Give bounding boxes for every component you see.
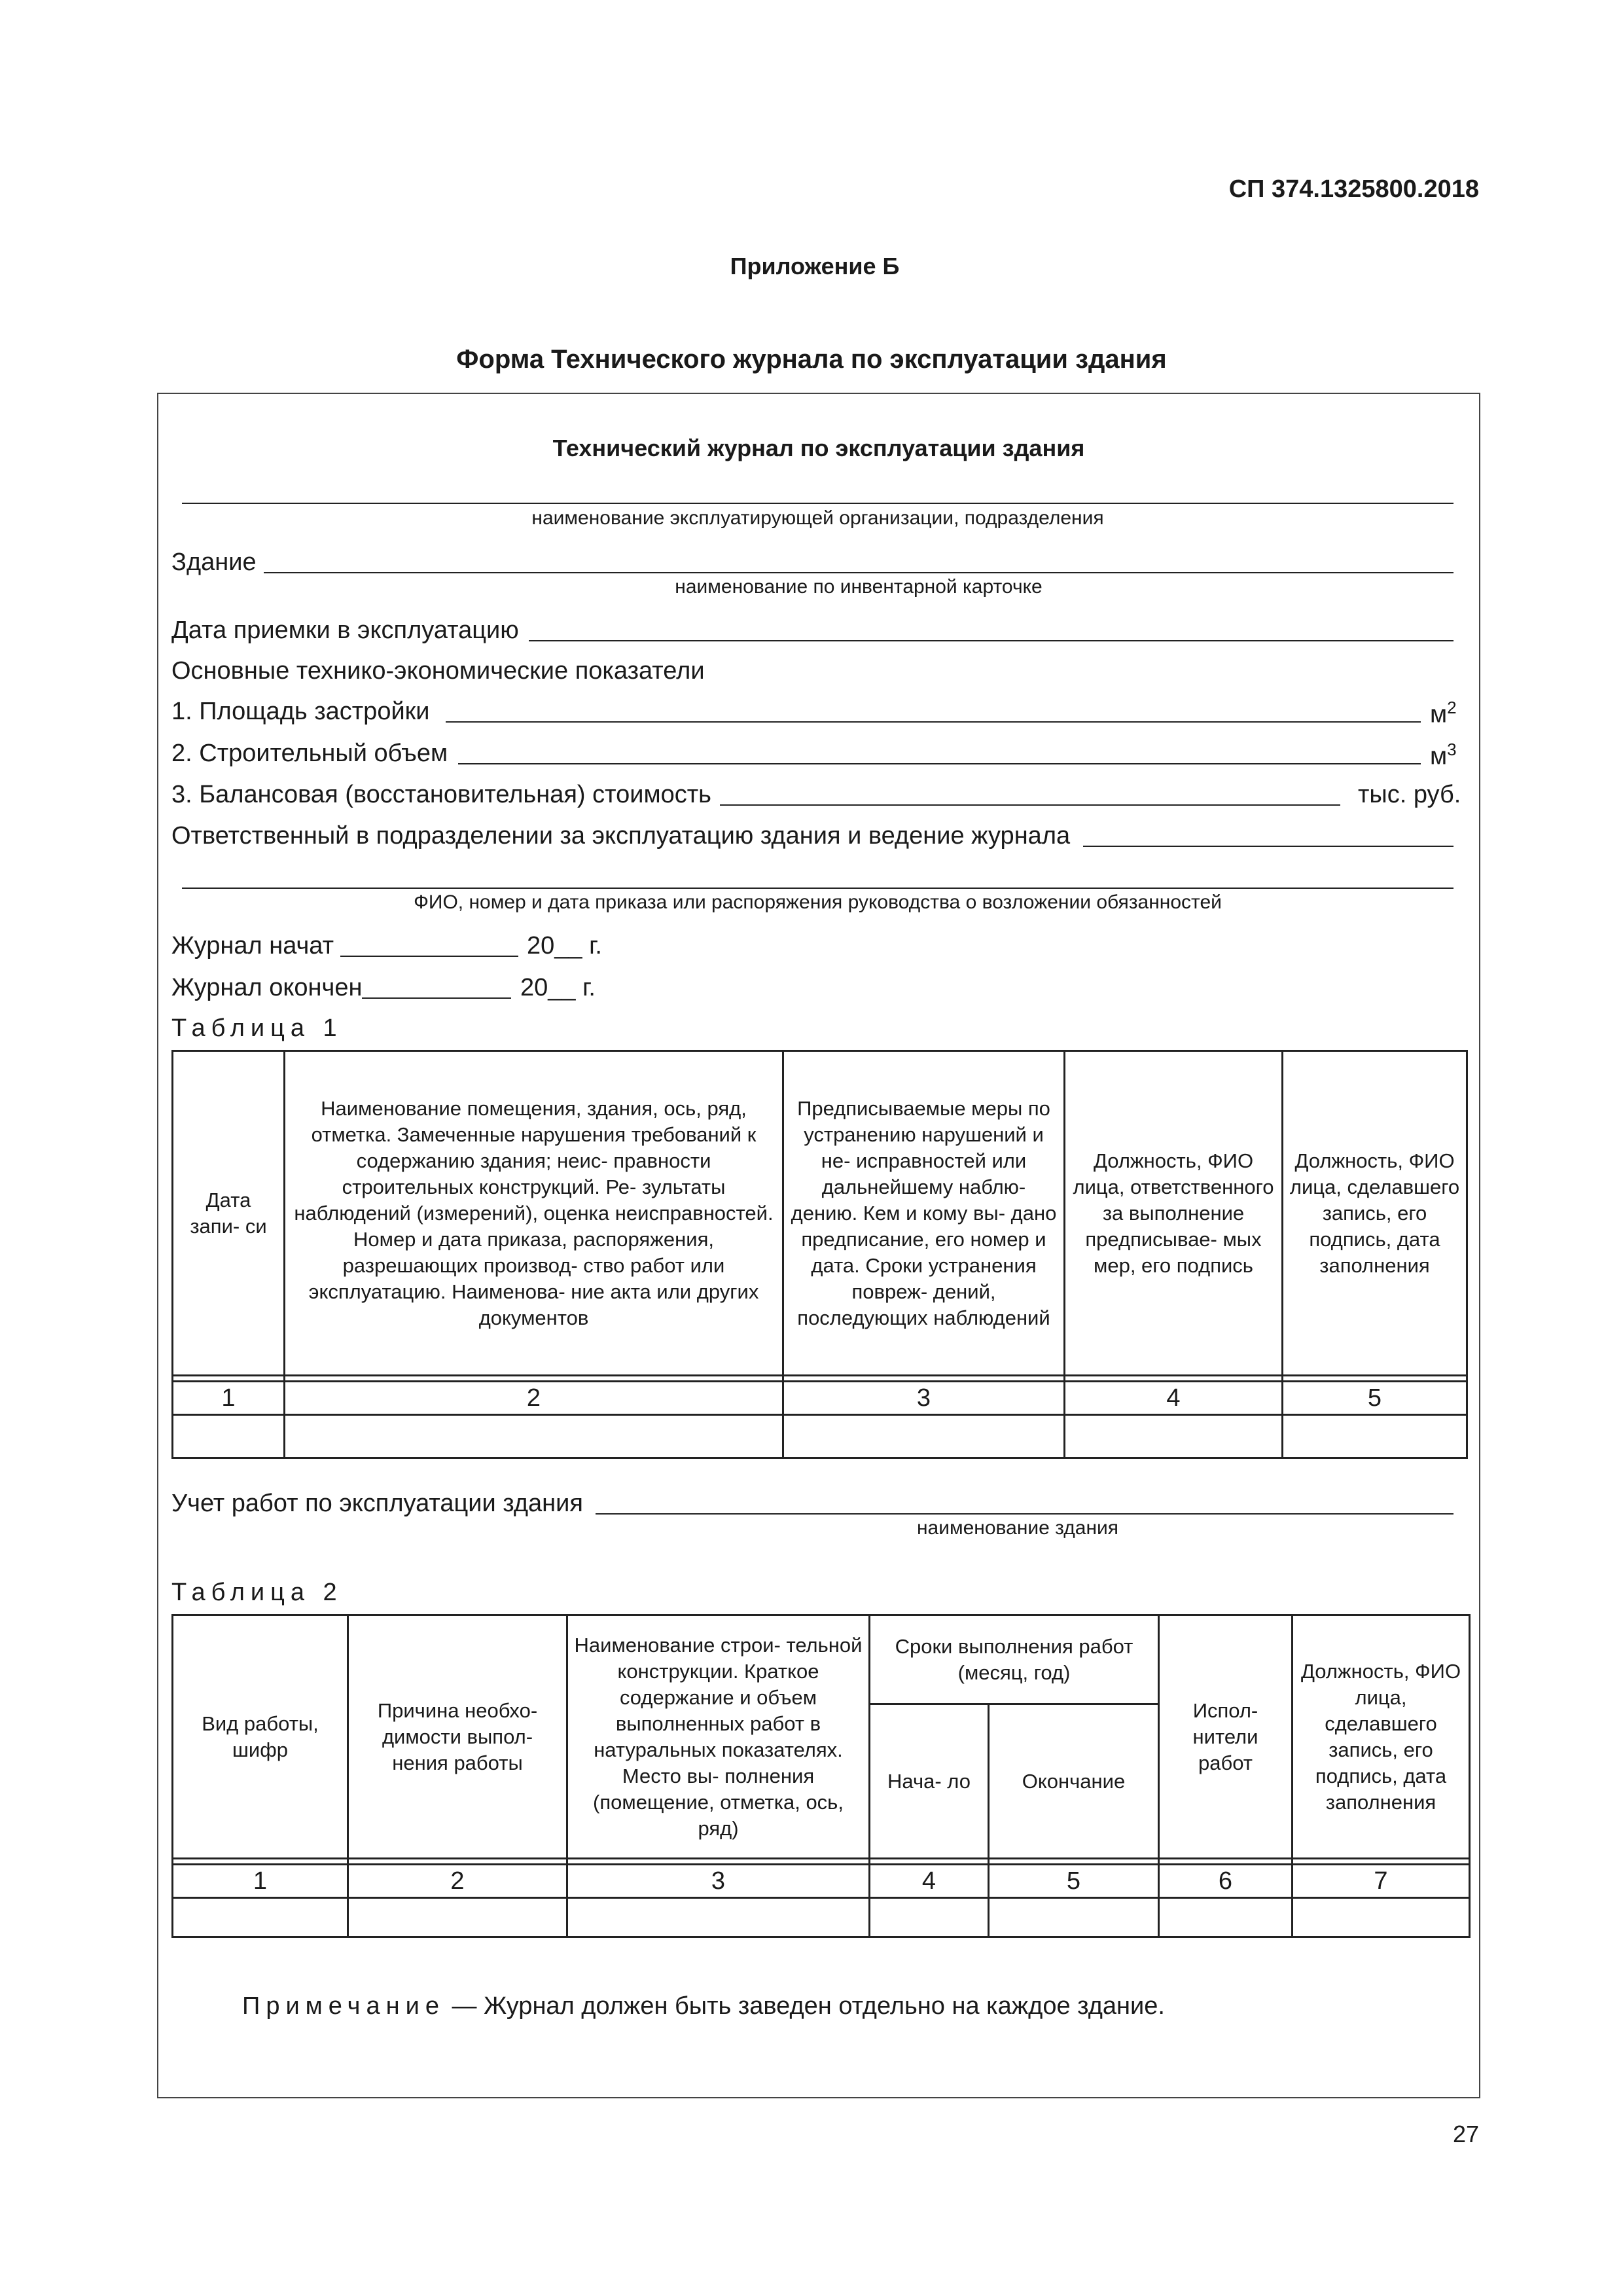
cost-label: 3. Балансовая (восстановительная) стоимость bbox=[171, 781, 711, 808]
volume-unit-text: м bbox=[1430, 742, 1448, 770]
table2-header-signer: Должность, ФИО лица, сделавшего запись, его подпись, дата заполнения bbox=[1293, 1615, 1470, 1859]
table2-header-type: Вид работы, шифр bbox=[173, 1615, 348, 1859]
table1-col-number: 1 bbox=[173, 1382, 285, 1415]
journal-title: Технический журнал по эксплуатации здания bbox=[552, 435, 1085, 461]
works-caption: наименование здания bbox=[916, 1517, 1119, 1539]
table2-header-start: Нача- ло bbox=[870, 1704, 989, 1859]
table1-header-signer: Должность, ФИО лица, сделавшего запись, его подпись, дата заполнения bbox=[1283, 1051, 1467, 1376]
table2-gap-row bbox=[173, 1859, 1470, 1865]
table2-empty-cell bbox=[567, 1898, 870, 1937]
table2-col-number: 1 bbox=[173, 1865, 348, 1898]
table2-header-performers: Испол- нители работ bbox=[1159, 1615, 1293, 1859]
table1-number-row bbox=[173, 1382, 1467, 1415]
table1-col-number: 4 bbox=[1065, 1382, 1283, 1415]
acceptance-date-label: Дата приемки в эксплуатацию bbox=[171, 617, 519, 644]
table1-gap-row bbox=[173, 1376, 1467, 1382]
table2-col-number: 4 bbox=[870, 1865, 989, 1898]
area-label: 1. Площадь застройки bbox=[171, 698, 430, 725]
table2-header-row-1 bbox=[173, 1615, 1470, 1704]
table2-empty-cell bbox=[173, 1898, 348, 1937]
table1-col-number: 2 bbox=[285, 1382, 783, 1415]
responsible-field-line bbox=[1083, 846, 1454, 847]
table2-col-number: 6 bbox=[1159, 1865, 1293, 1898]
building-field-line bbox=[264, 572, 1454, 573]
table1-empty-cell bbox=[285, 1415, 783, 1458]
table1-empty-row bbox=[173, 1415, 1467, 1458]
table2-col-number: 2 bbox=[348, 1865, 567, 1898]
journal-started-label: Журнал начат bbox=[171, 932, 334, 960]
works-label: Учет работ по эксплуатации здания bbox=[171, 1490, 583, 1517]
responsible-second-line bbox=[182, 888, 1454, 889]
note-label: Примечание bbox=[242, 1992, 445, 2020]
org-field-line bbox=[182, 503, 1454, 504]
building-caption: наименование по инвентарной карточке bbox=[675, 576, 1043, 598]
table2 bbox=[171, 1614, 1471, 1938]
cost-field-line bbox=[720, 804, 1340, 806]
table1-empty-cell bbox=[173, 1415, 285, 1458]
volume-field-line bbox=[458, 763, 1421, 764]
journal-started-line bbox=[340, 956, 518, 957]
note bbox=[242, 1992, 1165, 2020]
indicators-label: Основные технико-экономические показатели bbox=[171, 657, 705, 685]
table2-header-reason: Причина необхо- димости выпол- нения работы bbox=[348, 1615, 567, 1859]
table2-col-number: 5 bbox=[989, 1865, 1159, 1898]
table1-header-description: Наименование помещения, здания, ось, ряд, отметка. Замеченные нарушения требований к содержанию здания; неис- правности строительных конструкций. Ре- зультаты наблюдений (измерений), оценка неисправностей. Номер и дата приказа, распоряжения, разрешающих производ- ство работ или эксплуатацию. Наименова- ние акта или других документов bbox=[285, 1051, 783, 1376]
journal-ended-line bbox=[362, 997, 511, 999]
table1-caption: Таблица 1 bbox=[171, 1014, 343, 1042]
table2-empty-cell bbox=[989, 1898, 1159, 1937]
note-text: — Журнал должен быть заведен отдельно на каждое здание. bbox=[452, 1992, 1165, 2020]
area-unit-sup: 2 bbox=[1447, 698, 1457, 717]
volume-unit-sup: 3 bbox=[1447, 740, 1457, 759]
org-caption: наименование эксплуатирующей организации, подразделения bbox=[531, 507, 1104, 529]
area-field-line bbox=[446, 721, 1421, 723]
journal-ended-label: Журнал окончен bbox=[171, 974, 363, 1001]
table1-empty-cell bbox=[1283, 1415, 1467, 1458]
area-unit bbox=[1430, 698, 1457, 729]
journal-started-year: 20__ г. bbox=[527, 932, 602, 960]
table2-empty-cell bbox=[1159, 1898, 1293, 1937]
responsible-caption: ФИО, номер и дата приказа или распоряжения руководства о возложении обязанностей bbox=[414, 891, 1222, 913]
table2-col-number: 3 bbox=[567, 1865, 870, 1898]
table1-col-number: 3 bbox=[783, 1382, 1065, 1415]
works-field-line bbox=[596, 1513, 1454, 1515]
table2-empty-cell bbox=[348, 1898, 567, 1937]
page-number: 27 bbox=[1452, 2121, 1479, 2147]
table2-header-end: Окончание bbox=[989, 1704, 1159, 1859]
table2-caption: Таблица 2 bbox=[171, 1579, 343, 1606]
table1-header-date: Дата запи- си bbox=[173, 1051, 285, 1376]
appendix-title: Приложение Б bbox=[730, 253, 900, 279]
table1-header-measures: Предписываемые меры по устранению нарушений и не- исправностей или дальнейшему наблю- дению. Кем и кому вы- дано предписание, его номер и дата. Сроки устранения повреж- дений, последующих наблюдений bbox=[783, 1051, 1065, 1376]
acceptance-date-line bbox=[529, 640, 1454, 641]
table1-col-number: 5 bbox=[1283, 1382, 1467, 1415]
cost-unit: тыс. руб. bbox=[1358, 781, 1461, 808]
volume-label: 2. Строительный объем bbox=[171, 740, 448, 767]
table2-empty-row bbox=[173, 1898, 1470, 1937]
document-code: СП 374.1325800.2018 bbox=[1228, 175, 1479, 203]
table2-number-row bbox=[173, 1865, 1470, 1898]
responsible-label: Ответственный в подразделении за эксплуатацию здания и ведение журнала bbox=[171, 822, 1071, 850]
table2-empty-cell bbox=[870, 1898, 989, 1937]
table2-header-structure: Наименование строи- тельной конструкции. Краткое содержание и объем выполненных работ в натуральных показателях. Место вы- полнения (помещение, отметка, ось, ряд) bbox=[567, 1615, 870, 1859]
building-label: Здание bbox=[171, 548, 257, 576]
volume-unit bbox=[1430, 740, 1457, 771]
area-unit-text: м bbox=[1430, 700, 1448, 728]
table2-col-number: 7 bbox=[1293, 1865, 1470, 1898]
table2-header-dates: Сроки выполнения работ (месяц, год) bbox=[870, 1615, 1159, 1704]
table2-empty-cell bbox=[1293, 1898, 1470, 1937]
form-title: Форма Технического журнала по эксплуатации здания bbox=[456, 345, 1167, 374]
table1 bbox=[171, 1050, 1468, 1459]
journal-ended-year: 20__ г. bbox=[520, 974, 596, 1001]
table1-header-row bbox=[173, 1051, 1467, 1376]
table1-header-responsible: Должность, ФИО лица, ответственного за выполнение предписывае- мых мер, его подпись bbox=[1065, 1051, 1283, 1376]
table1-empty-cell bbox=[1065, 1415, 1283, 1458]
table1-empty-cell bbox=[783, 1415, 1065, 1458]
